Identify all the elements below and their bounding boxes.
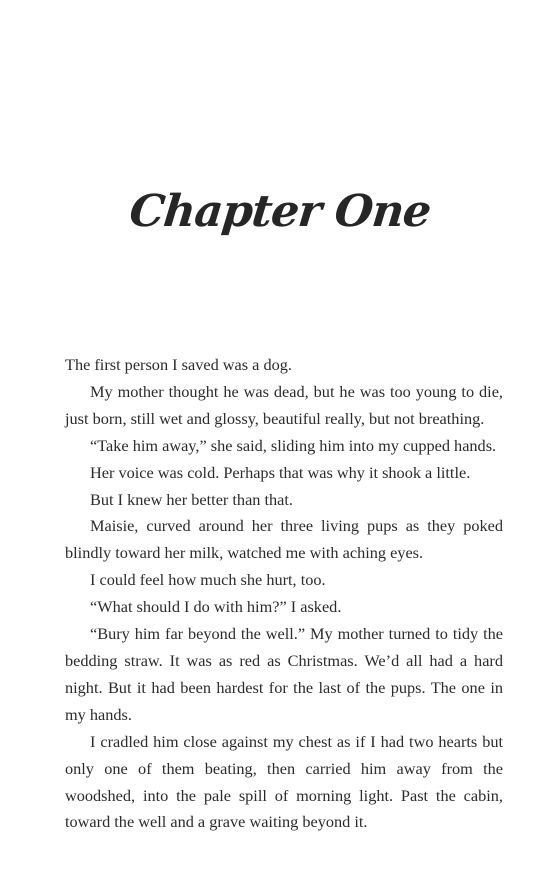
paragraph: Maisie, curved around her three living pups as they poked blindly toward her milk, watched me with aching eyes.	[65, 516, 503, 563]
paragraph: I could feel how much she hurt, too.	[90, 570, 326, 590]
paragraph: “Take him away,” she said, sliding him into my cupped hands.	[90, 435, 497, 455]
paragraph: The first person I saved was a dog.	[65, 355, 292, 374]
paragraph: I cradled him close against my chest as if I had two hearts but only one of them beating, then carried him away from the woodshed, into the pale spill of morning light. Past the cabin, toward the well and a grave waiting beyond it.	[65, 731, 503, 832]
chapter-body	[65, 352, 503, 836]
paragraph: My mother thought he was dead, but he was too young to die, just born, still wet and glossy, beautiful really, but not breathing.	[65, 381, 503, 428]
chapter-title: Chapter One	[127, 186, 433, 237]
paragraph: “What should I do with him?” I asked.	[90, 597, 342, 617]
paragraph: Her voice was cold. Perhaps that was why it shook a little.	[90, 462, 471, 482]
paragraph: “Bury him far beyond the well.” My mother turned to tidy the bedding straw. It was as red as Christmas. We’d all had a hard night. But it had been hardest for the last of the pups. The one in my hands.	[65, 624, 503, 724]
paragraph: But I knew her better than that.	[90, 489, 293, 509]
